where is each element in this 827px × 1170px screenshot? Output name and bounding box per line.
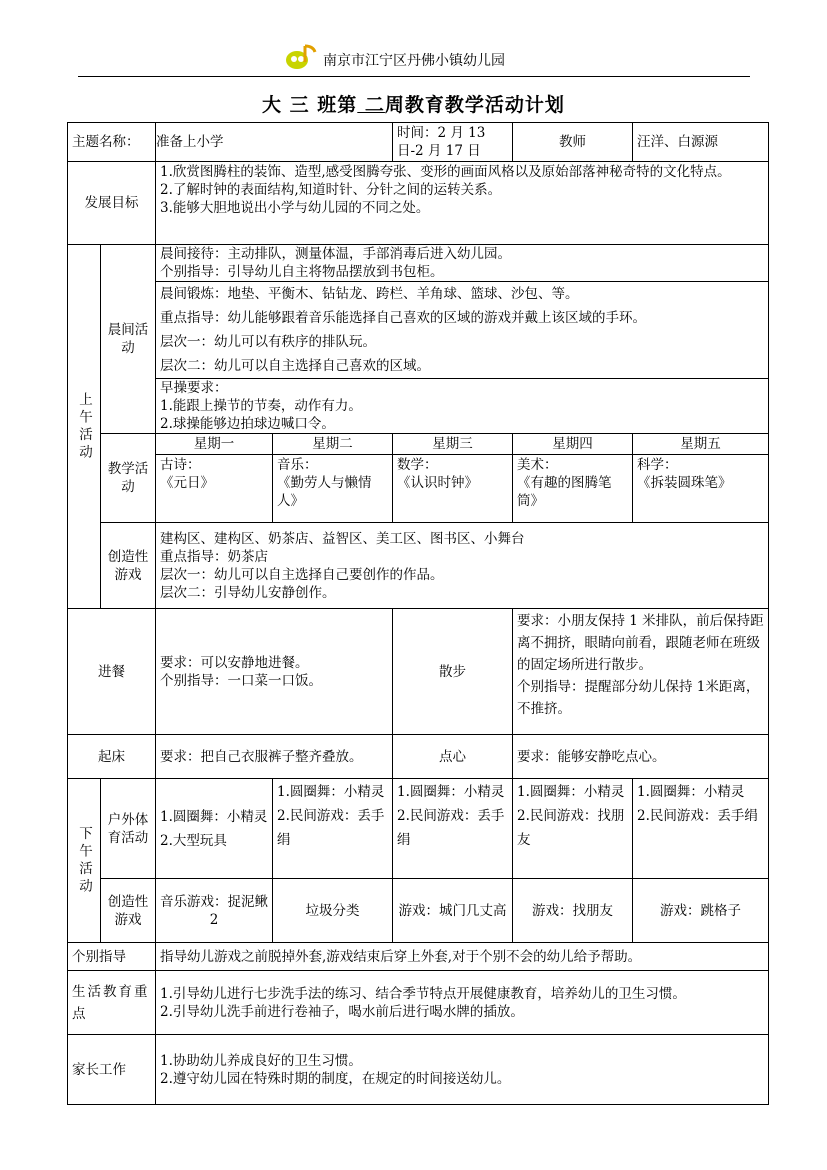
school-name: 南京市江宁区丹佛小镇幼儿园 [323, 53, 505, 69]
day-mon: 星期一 [156, 434, 273, 455]
teaching-label: 教学活动 [101, 434, 156, 523]
creative-game-label: 创造性游戏 [101, 523, 156, 609]
snack-content: 要求：能够安静吃点心。 [513, 735, 769, 779]
page-header [78, 40, 750, 77]
day-wed: 星期三 [393, 434, 513, 455]
theme-label: 主题名称： [68, 123, 156, 162]
game-tue: 垃圾分类 [273, 879, 393, 943]
plan-table [67, 122, 769, 1105]
walk-content: 要求：小朋友保持 1 米排队，前后保持距离不拥挤，眼睛向前看，跟随老师在班级的固定场所进行散步。 个别指导：提醒部分幼儿保持 1米距离，不推挤。 [513, 609, 769, 735]
wake-label: 起床 [68, 735, 156, 779]
meal-content: 要求：可以安静地进餐。 个别指导：一口菜一口饭。 [156, 609, 393, 735]
theme-value: 准备上小学 [156, 123, 393, 162]
game-fri: 游戏：跳格子 [633, 879, 769, 943]
life-content: 1.引导幼儿进行七步洗手法的练习、结合季节特点开展健康教育，培养幼儿的卫生习惯。 2.引导幼儿洗手前进行卷袖子，喝水前后进行喝水牌的插放。 [156, 971, 769, 1035]
morning-label: 上午活动 [68, 245, 101, 609]
individual-label: 个别指导 [68, 943, 156, 971]
school-logo-icon [283, 42, 319, 72]
teacher-value: 汪洋、白源源 [633, 123, 769, 162]
outdoor-tue: 1.圆圈舞：小精灵 2.民间游戏：丢手绢 [273, 779, 393, 879]
walk-label: 散步 [393, 609, 513, 735]
day-tue: 星期二 [273, 434, 393, 455]
page-title: 大 三 班第 二周教育教学活动计划 [262, 94, 565, 116]
early-activity-label: 晨间活动 [101, 245, 156, 434]
afternoon-creative-label: 创造性游戏 [101, 879, 156, 943]
day-fri: 星期五 [633, 434, 769, 455]
game-thu: 游戏：找朋友 [513, 879, 633, 943]
lesson-mon: 古诗： 《元日》 [156, 455, 273, 523]
day-thu: 星期四 [513, 434, 633, 455]
goals-content: 1.欣赏图腾柱的装饰、造型,感受图腾夸张、变形的画面风格以及原始部落神秘奇特的文化特点。 2.了解时钟的表面结构,知道时针、分针之间的运转关系。 3.能够大胆地说出小学与幼儿园的不同之处。 [156, 162, 769, 245]
teacher-label: 教师 [513, 123, 633, 162]
parents-label: 家长工作 [68, 1035, 156, 1105]
lesson-wed: 数学： 《认识时钟》 [393, 455, 513, 523]
time-cell: 时间：2 月 13 日-2 月 17 日 [393, 123, 513, 162]
afternoon-label: 下午活动 [68, 779, 101, 943]
goals-label: 发展目标 [68, 162, 156, 245]
outdoor-label: 户外体育活动 [101, 779, 156, 879]
life-label: 生活教育重 点 [68, 971, 156, 1035]
lesson-fri: 科学： 《拆装圆珠笔》 [633, 455, 769, 523]
snack-label: 点心 [393, 735, 513, 779]
lesson-tue: 音乐： 《勤劳人与懒情人》 [273, 455, 393, 523]
individual-content: 指导幼儿游戏之前脱掉外套,游戏结束后穿上外套,对于个别不会的幼儿给予帮助。 [156, 943, 769, 971]
outdoor-wed: 1.圆圈舞：小精灵 2.民间游戏：丢手绢 [393, 779, 513, 879]
lesson-thu: 美术： 《有趣的图腾笔筒》 [513, 455, 633, 523]
game-mon: 音乐游戏：捉泥鳅 2 [156, 879, 273, 943]
creative-game-content: 建构区、建构区、奶茶店、益智区、美工区、图书区、小舞台 重点指导：奶茶店 层次一：幼儿可以自主选择自己要创作的作品。 层次二：引导幼儿安静创作。 [156, 523, 769, 609]
outdoor-mon: 1.圆圈舞：小精灵 2.大型玩具 [156, 779, 273, 879]
outdoor-thu: 1.圆圈舞：小精灵 2.民间游戏：找朋友 [513, 779, 633, 879]
parents-content: 1.协助幼儿养成良好的卫生习惯。 2.遵守幼儿园在特殊时期的制度，在规定的时间接送幼儿。 [156, 1035, 769, 1105]
outdoor-fri: 1.圆圈舞：小精灵 2.民间游戏：丢手绢 [633, 779, 769, 879]
meal-label: 进餐 [68, 609, 156, 735]
game-wed: 游戏：城门几丈高 [393, 879, 513, 943]
early-activity-content: 晨间接待：主动排队，测量体温，手部消毒后进入幼儿园。 个别指导：引导幼儿自主将物品摆放到书包柜。 晨间锻炼：地垫、平衡木、钻钻龙、跨栏、羊角球、篮球、沙包、等。 重点指导：幼儿能够跟着音乐能选择自己喜欢的区域的游戏并戴上该区域的手环。 层次一：幼儿可以有秩序的排队玩。 层次二：幼儿可以自主选择自己喜欢的区域。 早操要求： 1.能跟上操节的节奏，动作有力。 2.球操能够边拍球边喊口令。 [156, 245, 769, 434]
wake-content: 要求：把自己衣服裤子整齐叠放。 [156, 735, 393, 779]
